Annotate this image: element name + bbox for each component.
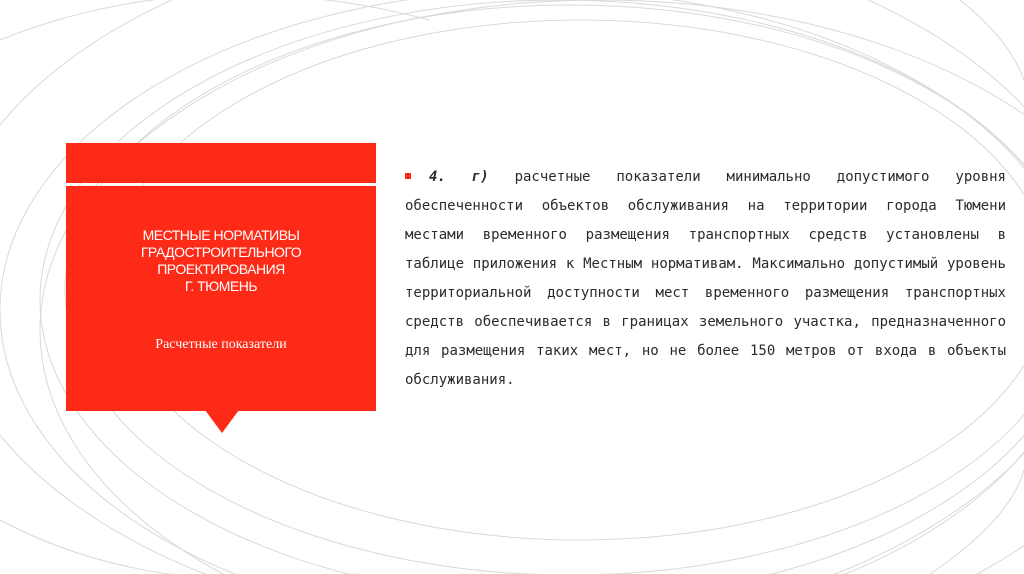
body-text: расчетные показатели минимально допустимого уровня обеспеченности объектов обслуживания на территории города Тюмени местами временного размещения транспортных средств установлены в таблице приложения к Местным нормативам. Максимально допустимый уровень территориальной доступности мест временного размещения транспортных средств обеспечивается в границах земельного участка, предназначенного для размещения таких мест, но не более 150 метров от входа в объекты обслуживания. xyxy=(405,169,1006,388)
slide-title-line-2: ГРАДОСТРОИТЕЛЬНОГО xyxy=(140,244,302,260)
header-red-strip xyxy=(66,143,376,183)
slide-title xyxy=(70,227,372,295)
slide-title-line-4: Г. ТЮМЕНЬ xyxy=(184,278,258,294)
panel-pointer xyxy=(205,410,239,433)
body-lead: 4. г) xyxy=(429,169,489,185)
slide-title-line-1: МЕСТНЫЕ НОРМАТИВЫ xyxy=(142,227,300,243)
slide-subtitle: Расчетные показатели xyxy=(155,337,287,352)
square-bullet-icon xyxy=(405,173,411,179)
title-red-panel xyxy=(66,186,376,411)
slide-title-line-3: ПРОЕКТИРОВАНИЯ xyxy=(157,261,285,277)
body-paragraph xyxy=(405,163,1006,395)
